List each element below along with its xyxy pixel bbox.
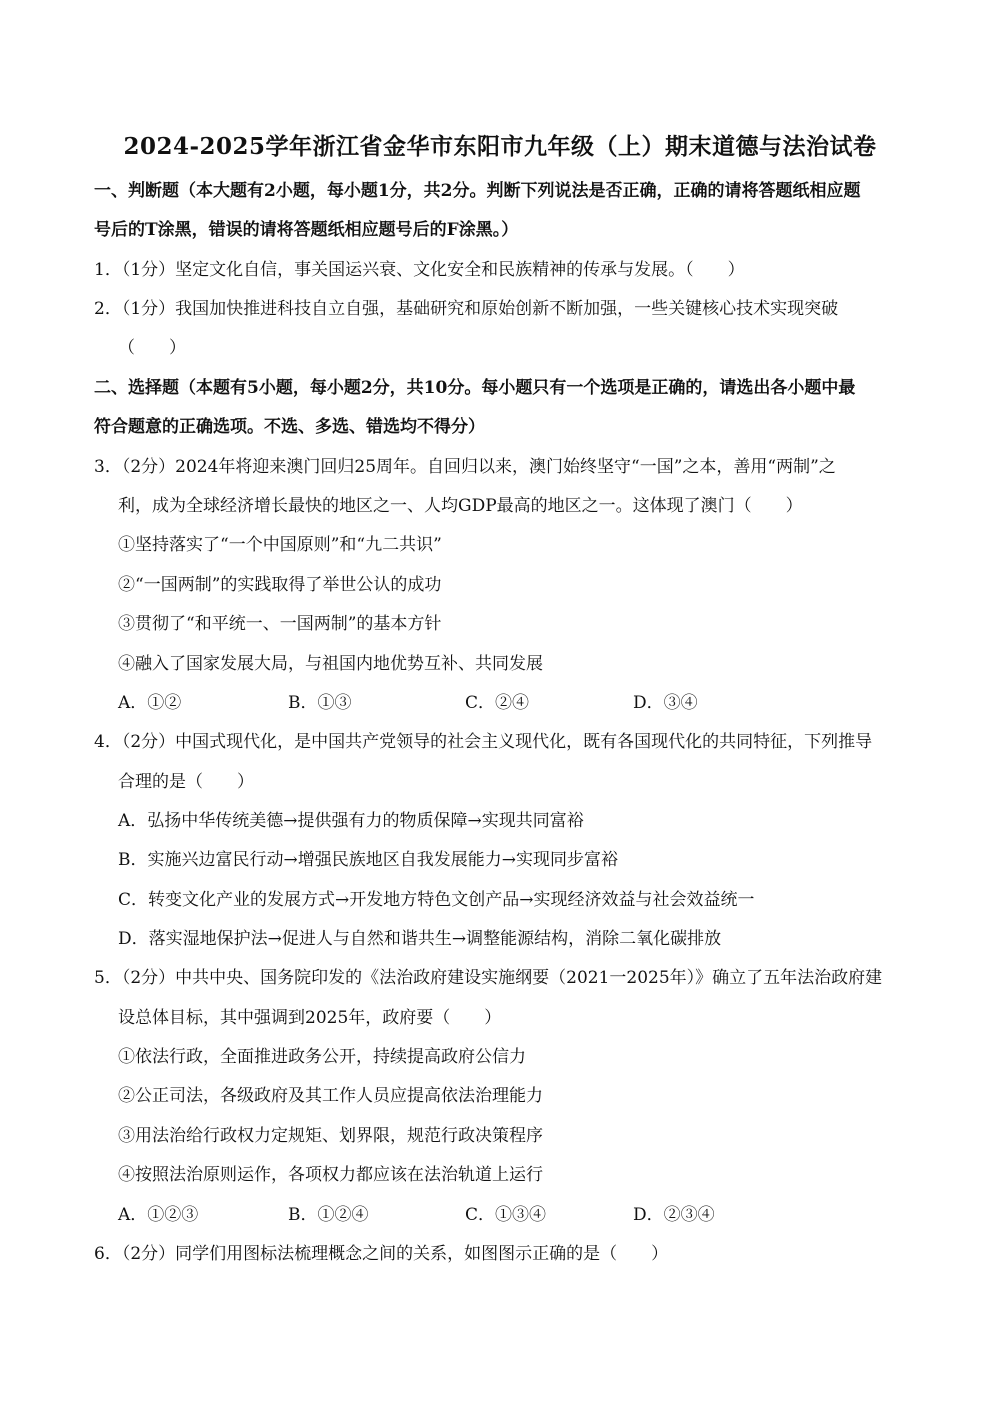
question-3-option-a: A．①② [118, 693, 182, 713]
question-3-line1: 3．（2分）2024年将迎来澳门回归25周年。自回归以来，澳门始终坚守“一国”之本，善用“两制”之 [94, 457, 836, 477]
question-3-option-c: C．②④ [465, 693, 530, 713]
question-6-line1: 6．（2分）同学们用图标法梳理概念之间的关系，如图图示正确的是（ ） [94, 1244, 669, 1264]
question-4-option-b: B．实施兴边富民行动→增强民族地区自我发展能力→实现同步富裕 [118, 850, 618, 870]
question-2-line1: 2．（1分）我国加快推进科技自立自强，基础研究和原始创新不断加强，一些关键核心技术实现突破 [94, 299, 839, 319]
section1-header-line2: 号后的T涂黑，错误的请将答题纸相应题号后的F涂黑。） [94, 220, 519, 240]
section2-header-line2: 符合题意的正确选项。不选、多选、错选均不得分） [94, 417, 485, 437]
question-3-options [118, 691, 818, 715]
question-4-line1: 4．（2分）中国式现代化，是中国共产党领导的社会主义现代化，既有各国现代化的共同特征，下列推导 [94, 732, 873, 752]
question-4-line2: 合理的是（ ） [118, 772, 254, 792]
question-5-item-3: ③用法治给行政权力定规矩、划界限，规范行政决策程序 [118, 1126, 543, 1146]
question-4-option-d: D．落实湿地保护法→促进人与自然和谐共生→调整能源结构，消除二氧化碳排放 [118, 929, 722, 949]
question-3-option-d: D．③④ [633, 693, 698, 713]
question-3-line2: 利，成为全球经济增长最快的地区之一、人均GDP最高的地区之一。这体现了澳门（ ） [118, 496, 803, 516]
question-3-item-1: ①坚持落实了“一个中国原则”和“九二共识” [118, 535, 442, 555]
question-2-line2: （ ） [118, 338, 186, 358]
question-5-option-a: A．①②③ [118, 1205, 199, 1225]
question-5-item-2: ②公正司法，各级政府及其工作人员应提高依法治理能力 [118, 1086, 543, 1106]
question-4-option-c: C．转变文化产业的发展方式→开发地方特色文创产品→实现经济效益与社会效益统一 [118, 890, 755, 910]
question-3-option-b: B．①③ [288, 693, 352, 713]
section2-header-line1: 二、选择题（本题有5小题，每小题2分，共10分。每小题只有一个选项是正确的，请选出各小题中最 [94, 378, 856, 398]
question-5-line2: 设总体目标，其中强调到2025年，政府要（ ） [118, 1008, 502, 1028]
question-3-item-3: ③贯彻了“和平统一、一国两制”的基本方针 [118, 614, 442, 634]
question-3-item-2: ②“一国两制”的实践取得了举世公认的成功 [118, 575, 442, 595]
question-3-item-4: ④融入了国家发展大局，与祖国内地优势互补、共同发展 [118, 654, 543, 674]
question-5-item-4: ④按照法治原则运作，各项权力都应该在法治轨道上运行 [118, 1165, 543, 1185]
question-5-option-c: C．①③④ [465, 1205, 547, 1225]
section1-header-line1: 一、判断题（本大题有2小题，每小题1分，共2分。判断下列说法是否正确，正确的请将答题纸相应题 [94, 181, 861, 201]
question-5-option-b: B．①②④ [288, 1205, 369, 1225]
question-5-item-1: ①依法行政，全面推进政务公开，持续提高政府公信力 [118, 1047, 526, 1067]
question-4-option-a: A．弘扬中华传统美德→提供强有力的物质保障→实现共同富裕 [118, 811, 584, 831]
page-title: 2024-2025学年浙江省金华市东阳市九年级（上）期末道德与法治试卷 [123, 133, 877, 160]
question-5-line1: 5．（2分）中共中央、国务院印发的《法治政府建设实施纲要（2021一2025年）》确立了五年法治政府建 [94, 968, 883, 988]
question-1: 1．（1分）坚定文化自信，事关国运兴衰、文化安全和民族精神的传承与发展。（ ） [94, 260, 745, 280]
question-5-option-d: D．②③④ [633, 1205, 715, 1225]
question-5-options [118, 1203, 818, 1227]
